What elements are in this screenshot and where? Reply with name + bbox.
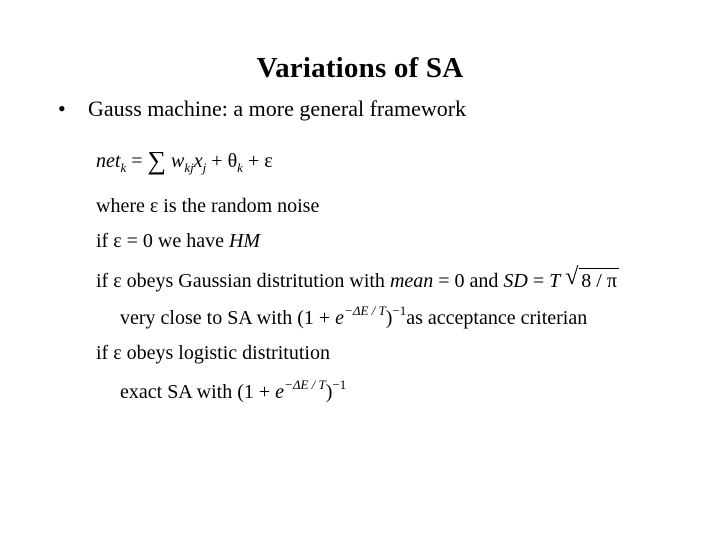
line-exact-sa (120, 377, 347, 404)
paren-close: ) (385, 307, 393, 329)
eq-plus-eps: + ε (242, 150, 273, 172)
net-equation (96, 144, 273, 174)
sqrt-sign-icon: √ (565, 264, 579, 290)
eq-plus-theta: + θ (206, 150, 238, 172)
line-hm-pre: if ε = 0 we have (96, 230, 229, 252)
line-gaussian-pre: if ε obeys Gaussian distritution with (96, 270, 390, 292)
eq-x-sub: j (202, 160, 207, 175)
line-noise: where ε is the random noise (96, 195, 320, 217)
line-hm (96, 230, 260, 253)
eq-w-sub: kj (184, 160, 194, 175)
eq-x: x (193, 150, 203, 172)
mean-symbol: mean (389, 270, 434, 292)
line-gaussian-eq: = (527, 270, 550, 292)
line-exact-sa-pre: exact SA with (120, 381, 238, 403)
line-hm-italic: HM (228, 230, 261, 252)
paren-open: (1 + (297, 307, 336, 329)
bullet-item (58, 96, 466, 122)
power-minus-one: −1 (392, 303, 407, 318)
eq-w: w (171, 150, 185, 172)
e-exponent: −ΔE / T (344, 303, 386, 318)
slide-title: Variations of SA (256, 52, 464, 84)
eq-equals: = (126, 150, 148, 172)
eq-lhs: net (96, 150, 121, 172)
t-symbol: T (549, 270, 561, 292)
eq-lhs-sub: k (120, 160, 127, 175)
paren-open: (1 + (237, 381, 276, 403)
sum-symbol: ∑ (147, 146, 167, 175)
line-close-sa-pre: very close to SA with (120, 307, 298, 329)
sqrt-radicand: 8 / π (581, 270, 617, 292)
line-gaussian (96, 264, 619, 293)
line-logistic: if ε obeys logistic distritution (96, 342, 330, 364)
e-symbol: e (335, 307, 345, 329)
sqrt-expression (565, 264, 619, 293)
power-minus-one: −1 (332, 377, 347, 392)
line-close-sa-post: as acceptance criterian (406, 307, 588, 329)
line-close-sa (120, 303, 588, 330)
e-symbol: e (275, 381, 285, 403)
bullet-symbol: • (58, 96, 66, 121)
eq-theta-sub: k (237, 160, 243, 175)
paren-close: ) (325, 381, 333, 403)
e-exponent: −ΔE / T (284, 377, 326, 392)
sd-symbol: SD (503, 270, 528, 292)
bullet-text: Gauss machine: a more general framework (88, 96, 467, 121)
line-gaussian-mid: = 0 and (433, 270, 504, 292)
